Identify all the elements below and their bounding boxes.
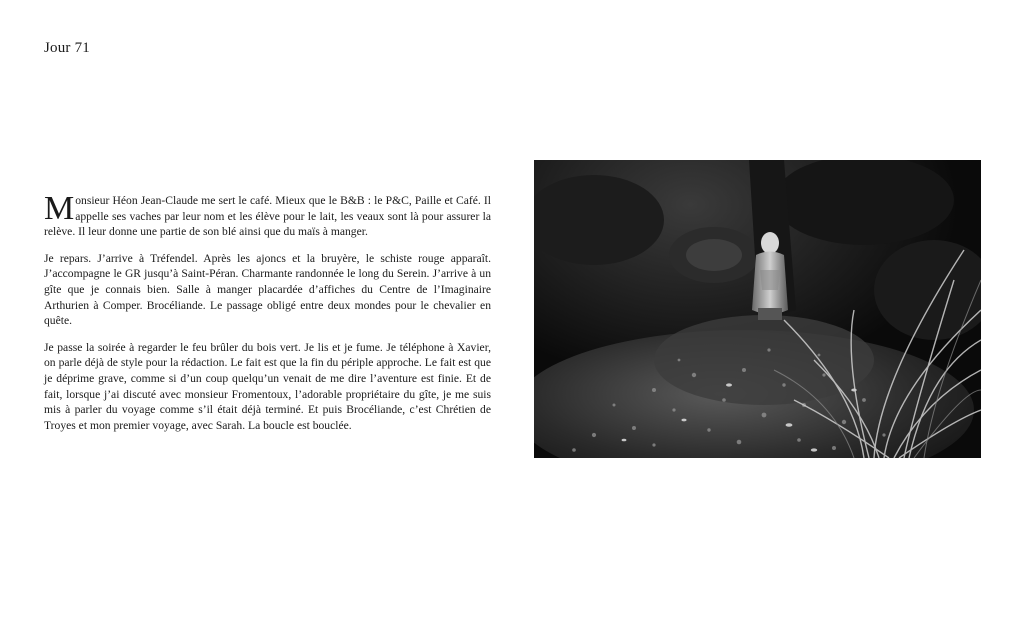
article-body	[44, 190, 491, 444]
forest-photo	[534, 160, 981, 458]
paragraph-2: Je repars. J’arrive à Tréfendel. Après les ajoncs et la bruyère, le schiste rouge apparaît. J’accompagne le GR jusqu’à Saint-Péran. Charmante randonnée le long du Serein. J’arrive à un gîte que je connais bien. Salle à manger placardée d’affiches du Centre de l’Imaginaire Arthurien à Comper. Brocéliande. Le passage obligé entre deux mondes pour le chevalier en quête.	[44, 251, 491, 328]
drop-cap: M	[44, 190, 75, 227]
paragraph-1	[44, 190, 491, 240]
paragraph-3: Je passe la soirée à regarder le feu brûler du bois vert. Je lis et je fume. Je téléphone à Xavier, on parle déjà de style pour la rédaction. Le fait est que la fin du périple approche. Le fait est que je déprime grave, comme si d’un coup quelqu’un venait de me dire l’aventure est finie. Et de fait, lorsque j’ai discuté avec monsieur Fromentoux, l’adorable propriétaire du gîte, je me suis mis à parler du voyage comme s’il était déjà terminé. Et puis Brocéliande, c’est Chrétien de Troyes et mon premier voyage, avec Sarah. La boucle est bouclée.	[44, 340, 491, 432]
paragraph-1-text: onsieur Héon Jean-Claude me sert le café. Mieux que le B&B : le P&C, Paille et Café. Il appelle ses vaches par leur nom et les élève pour le lait, les veaux sont là pour assurer la relève. Il leur donne une partie de son blé ainsi que du maïs à manger.	[44, 194, 491, 239]
page-title: Jour 71	[44, 40, 90, 56]
forest-photo-illustration	[534, 160, 981, 458]
